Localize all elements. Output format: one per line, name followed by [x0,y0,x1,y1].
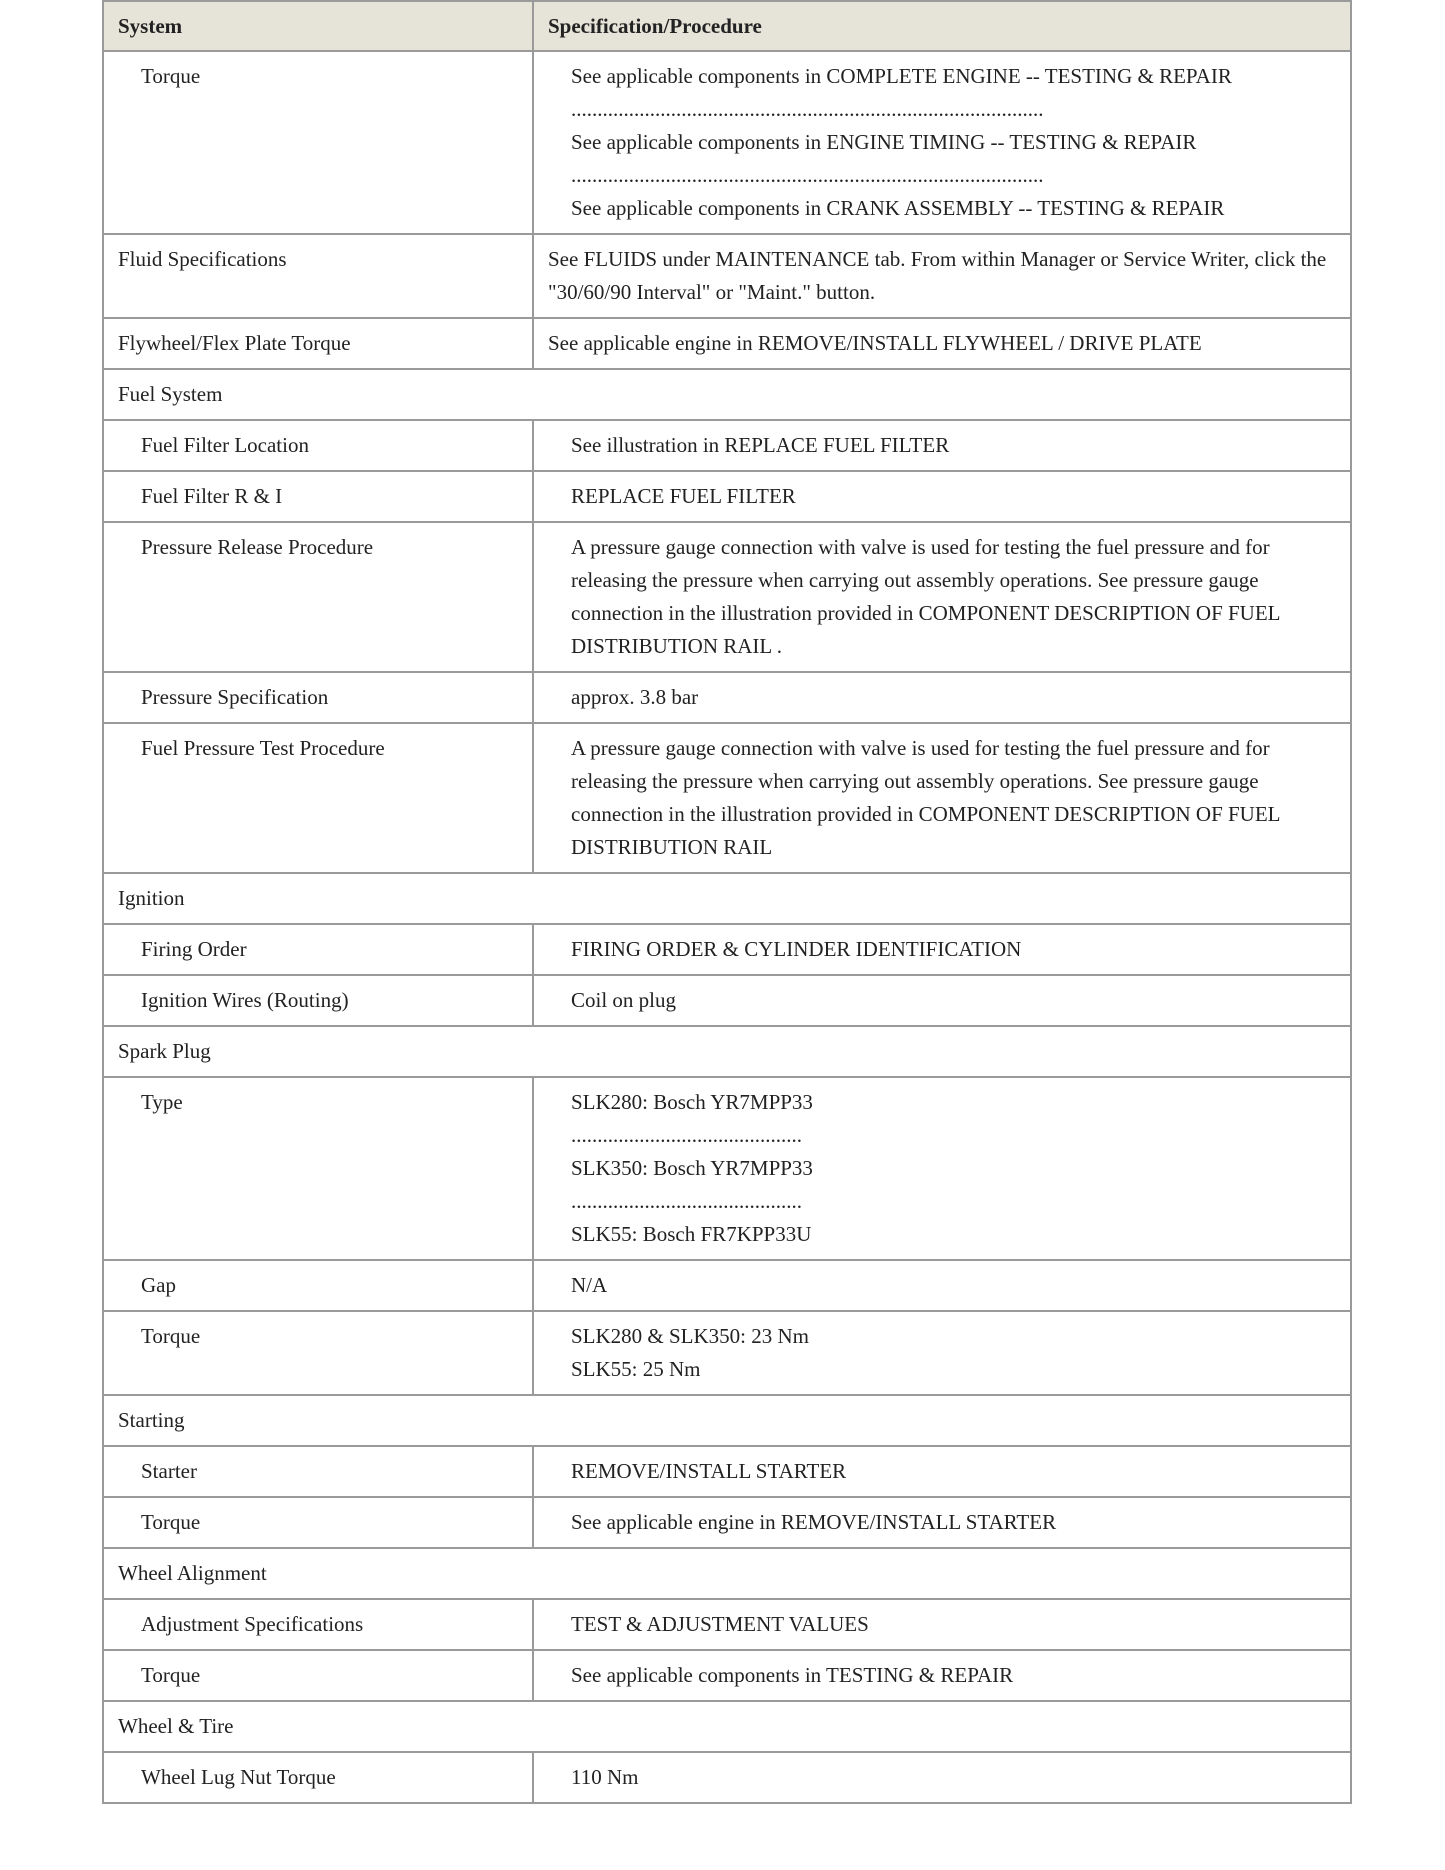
specification-cell [533,1260,1351,1311]
system-label: Fuel Pressure Test Procedure [141,736,385,760]
system-label: Starter [141,1459,197,1483]
specification-cell [533,723,1351,873]
system-label: Wheel Lug Nut Torque [141,1765,336,1789]
specification-text [534,1651,1350,1700]
table-row [103,672,1351,723]
specification-line: See applicable components in TESTING & REPAIR [571,1663,1014,1687]
section-label: Wheel Alignment [118,1561,267,1585]
system-label: Fuel Filter R & I [141,484,283,508]
specification-line: See applicable components in COMPLETE ENGINE -- TESTING & REPAIR [571,64,1232,88]
system-cell [103,420,533,471]
specification-text [534,421,1350,470]
specification-cell [533,51,1351,234]
section-heading [103,1026,1351,1077]
specification-line: TEST & ADJUSTMENT VALUES [571,1612,869,1636]
specification-line: See FLUIDS under MAINTENANCE tab. From within Manager or Service Writer, click the "30/60/90 Interval" or "Maint." button. [548,247,1327,304]
specification-cell [533,522,1351,672]
section-label: Starting [118,1408,185,1432]
system-cell [103,1446,533,1497]
table-header-row [103,1,1351,51]
table-row [103,1599,1351,1650]
specification-line: A pressure gauge connection with valve is used for testing the fuel pressure and for releasing the pressure when carrying out assembly operations. See pressure gauge connection in the illustration provided in COMPONENT DESCRIPTION OF FUEL DISTRIBUTION RAIL . [571,535,1280,658]
table-row [103,51,1351,234]
specification-text [534,724,1350,872]
table-row [103,420,1351,471]
specification-text [534,472,1350,521]
system-cell [103,234,533,318]
table-row [103,318,1351,369]
system-label: Pressure Release Procedure [141,535,374,559]
specification-cell [533,1311,1351,1395]
system-cell [103,672,533,723]
specification-cell [533,924,1351,975]
specification-text [534,1498,1350,1547]
table-row [103,522,1351,672]
system-cell [103,1599,533,1650]
specification-text [534,52,1350,233]
table-row [103,1752,1351,1803]
section-row [103,1701,1351,1752]
section-label: Ignition [118,886,185,910]
system-cell [103,471,533,522]
header-system: System [103,1,533,51]
specification-text [534,319,1350,368]
table-body [103,51,1351,1803]
section-row [103,873,1351,924]
specification-text [534,1078,1350,1259]
specification-line: .......................................................................................... [571,97,1044,121]
specification-line: SLK55: Bosch FR7KPP33U [571,1222,812,1246]
specification-cell [533,975,1351,1026]
table-row [103,975,1351,1026]
section-heading [103,1701,1351,1752]
system-label: Torque [141,1663,201,1687]
specification-cell [533,1446,1351,1497]
section-row [103,1026,1351,1077]
system-cell [103,1650,533,1701]
specification-line: approx. 3.8 bar [571,685,699,709]
table-row [103,1497,1351,1548]
specification-line: FIRING ORDER & CYLINDER IDENTIFICATION [571,937,1022,961]
system-cell [103,1260,533,1311]
specification-cell [533,672,1351,723]
system-label: Fuel Filter Location [141,433,309,457]
specification-cell [533,1077,1351,1260]
specification-text [534,1447,1350,1496]
system-cell [103,1752,533,1803]
specification-cell [533,1497,1351,1548]
specification-cell [533,1599,1351,1650]
section-label: Fuel System [118,382,223,406]
specification-line: ............................................ [571,1123,802,1147]
specification-text [534,976,1350,1025]
system-cell [103,1077,533,1260]
system-label: Adjustment Specifications [141,1612,364,1636]
specification-line: REPLACE FUEL FILTER [571,484,796,508]
system-label: Torque [141,64,201,88]
table-row [103,1446,1351,1497]
specification-line: REMOVE/INSTALL STARTER [571,1459,847,1483]
specification-line: SLK55: 25 Nm [571,1357,701,1381]
specification-text [534,235,1350,317]
system-label: Firing Order [141,937,247,961]
specification-line: See illustration in REPLACE FUEL FILTER [571,433,950,457]
header-specification: Specification/Procedure [533,1,1351,51]
table-row [103,471,1351,522]
system-label: Pressure Specification [141,685,329,709]
specification-text [534,673,1350,722]
system-label: Torque [141,1324,201,1348]
section-heading [103,369,1351,420]
specification-text [534,1261,1350,1310]
specification-line: A pressure gauge connection with valve is used for testing the fuel pressure and for releasing the pressure when carrying out assembly operations. See pressure gauge connection in the illustration provided in COMPONENT DESCRIPTION OF FUEL DISTRIBUTION RAIL [571,736,1280,859]
system-cell [103,1311,533,1395]
specification-table [102,0,1352,1804]
specification-line: See applicable engine in REMOVE/INSTALL STARTER [571,1510,1057,1534]
system-cell [103,522,533,672]
specification-line: Coil on plug [571,988,677,1012]
specification-line: SLK280 & SLK350: 23 Nm [571,1324,810,1348]
table-row [103,1260,1351,1311]
specification-line: .......................................................................................... [571,163,1044,187]
system-cell [103,924,533,975]
specification-cell [533,420,1351,471]
section-heading [103,873,1351,924]
system-label: Torque [141,1510,201,1534]
system-cell [103,51,533,234]
specification-text [534,1600,1350,1649]
table-row [103,234,1351,318]
table-row [103,1311,1351,1395]
table-row [103,1650,1351,1701]
system-cell [103,1497,533,1548]
section-row [103,369,1351,420]
system-label: Ignition Wires (Routing) [141,988,349,1012]
system-label: Gap [141,1273,176,1297]
specification-line: See applicable components in CRANK ASSEMBLY -- TESTING & REPAIR [571,196,1225,220]
specification-line: See applicable engine in REMOVE/INSTALL FLYWHEEL / DRIVE PLATE [548,331,1202,355]
table-row [103,1077,1351,1260]
section-heading [103,1395,1351,1446]
system-label: Type [141,1090,183,1114]
table-row [103,723,1351,873]
specification-cell [533,1650,1351,1701]
specification-line: 110 Nm [571,1765,639,1789]
specification-line: SLK350: Bosch YR7MPP33 [571,1156,813,1180]
system-label: Flywheel/Flex Plate Torque [118,331,351,355]
specification-cell [533,234,1351,318]
section-heading [103,1548,1351,1599]
specification-cell [533,318,1351,369]
section-row [103,1395,1351,1446]
specification-line: ............................................ [571,1189,802,1213]
specification-text [534,1312,1350,1394]
specification-cell [533,1752,1351,1803]
specification-line: SLK280: Bosch YR7MPP33 [571,1090,813,1114]
section-row [103,1548,1351,1599]
system-cell [103,723,533,873]
system-cell [103,975,533,1026]
specification-line: N/A [571,1273,608,1297]
specification-text [534,1753,1350,1802]
specification-text [534,523,1350,671]
specification-text [534,925,1350,974]
section-label: Spark Plug [118,1039,211,1063]
specification-cell [533,471,1351,522]
system-label: Fluid Specifications [118,247,287,271]
specification-line: See applicable components in ENGINE TIMING -- TESTING & REPAIR [571,130,1197,154]
section-label: Wheel & Tire [118,1714,234,1738]
table-row [103,924,1351,975]
system-cell [103,318,533,369]
